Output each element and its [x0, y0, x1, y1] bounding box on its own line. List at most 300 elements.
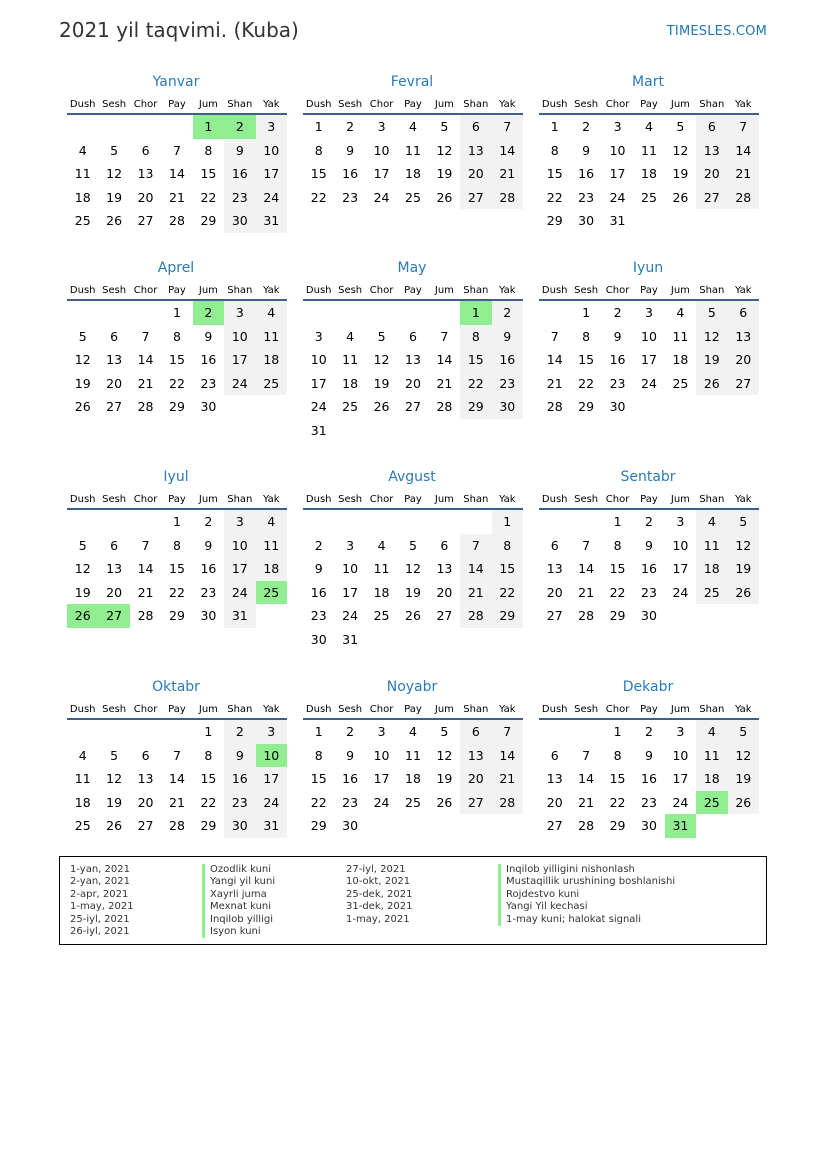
- empty-cell: [303, 300, 334, 325]
- month-title: Noyabr: [386, 679, 438, 695]
- day-cell: 29: [492, 604, 523, 628]
- empty-cell: [429, 628, 460, 652]
- day-cell: 2: [224, 114, 255, 139]
- weekday-header: Dush: [303, 491, 334, 509]
- day-cell: 13: [436, 561, 453, 577]
- day-cell: 24: [224, 581, 255, 605]
- weekday-header: Chor: [366, 282, 397, 300]
- day-cell: 25: [672, 375, 689, 391]
- legend-holiday-name: Ozodlik kuni: [202, 864, 275, 876]
- day-cell: 25: [256, 581, 287, 605]
- day-cell: 9: [204, 328, 213, 344]
- day-cell: 4: [377, 537, 386, 553]
- weekday-header: Sesh: [98, 701, 129, 719]
- empty-cell: [161, 114, 192, 139]
- day-cell: 3: [377, 724, 386, 740]
- day-cell: 28: [460, 604, 491, 628]
- day-cell: 5: [440, 724, 449, 740]
- day-cell: 26: [436, 794, 453, 810]
- legend-holiday-name: Mexnat kuni: [202, 901, 275, 913]
- day-cell: 14: [137, 352, 154, 368]
- day-cell: 27: [696, 186, 727, 210]
- day-cell: 10: [672, 537, 689, 553]
- day-cell: 4: [676, 305, 685, 321]
- day-cell: 19: [106, 794, 123, 810]
- day-cell: 6: [409, 328, 417, 344]
- day-cell: 13: [460, 139, 491, 163]
- day-cell: 20: [137, 189, 154, 205]
- day-cell: 11: [74, 166, 91, 182]
- day-cell: 3: [676, 724, 685, 740]
- day-cell: 24: [310, 399, 327, 415]
- day-cell: 9: [204, 537, 213, 553]
- weekday-header: Sesh: [334, 282, 365, 300]
- day-cell: 9: [492, 325, 523, 349]
- day-cell: 14: [578, 771, 595, 787]
- weekday-header: Chor: [602, 282, 633, 300]
- weekday-header: Shan: [696, 282, 727, 300]
- day-cell: 16: [578, 166, 595, 182]
- day-cell: 12: [672, 142, 689, 158]
- day-cell: 17: [609, 166, 626, 182]
- day-cell: 9: [224, 744, 255, 768]
- holiday-legend: [59, 856, 767, 945]
- month-title: Sentabr: [620, 469, 676, 485]
- page-title: 2021 yil taqvimi. (Kuba): [59, 18, 299, 42]
- weekday-header: Dush: [539, 701, 570, 719]
- day-cell: 6: [550, 537, 559, 553]
- day-cell: 4: [696, 719, 727, 744]
- day-cell: 28: [546, 399, 563, 415]
- weekday-header: Chor: [602, 96, 633, 114]
- day-cell: 28: [578, 608, 595, 624]
- day-cell: 4: [409, 724, 417, 740]
- day-cell: 22: [310, 189, 327, 205]
- day-cell: 9: [582, 142, 591, 158]
- day-cell: 5: [696, 300, 727, 325]
- day-cell: 12: [74, 561, 91, 577]
- day-cell: 17: [672, 771, 689, 787]
- weekday-header: Jum: [665, 282, 696, 300]
- weekday-header: Dush: [303, 282, 334, 300]
- day-cell: 13: [728, 325, 759, 349]
- day-cell: 13: [137, 166, 154, 182]
- day-cell: 12: [436, 747, 453, 763]
- day-cell: 17: [342, 584, 359, 600]
- day-cell: 1: [613, 724, 622, 740]
- weekday-header: Chor: [366, 491, 397, 509]
- month-table: [303, 701, 523, 838]
- day-cell: 5: [78, 328, 87, 344]
- day-cell: 20: [106, 584, 123, 600]
- day-cell: 31: [342, 631, 359, 647]
- day-cell: 6: [696, 114, 727, 139]
- weekday-header: Jum: [193, 491, 224, 509]
- day-cell: 1: [550, 119, 559, 135]
- weekday-header: Pay: [161, 96, 192, 114]
- day-cell: 7: [173, 747, 181, 763]
- weekday-header: Jum: [665, 96, 696, 114]
- month-aprel: [67, 260, 289, 419]
- legend-dates-col-1: [70, 864, 134, 938]
- day-cell: 5: [676, 119, 685, 135]
- day-cell: 20: [696, 162, 727, 186]
- empty-cell: [366, 419, 397, 443]
- day-cell: 17: [310, 375, 327, 391]
- weekday-header: Jum: [429, 701, 460, 719]
- day-cell: 25: [641, 189, 657, 205]
- day-cell: 22: [169, 584, 185, 600]
- day-cell: 13: [546, 561, 563, 577]
- day-cell: 4: [645, 119, 653, 135]
- day-cell: 30: [200, 608, 217, 624]
- day-cell: 15: [546, 166, 563, 182]
- empty-cell: [460, 628, 491, 652]
- month-may: [303, 260, 525, 442]
- day-cell: 29: [460, 395, 491, 419]
- day-cell: 8: [204, 747, 213, 763]
- day-cell: 21: [578, 794, 595, 810]
- day-cell: 22: [169, 375, 185, 391]
- weekday-header: Dush: [67, 282, 98, 300]
- weekday-header: Shan: [460, 701, 491, 719]
- day-cell: 30: [224, 814, 255, 838]
- day-cell: 5: [377, 328, 386, 344]
- day-cell: 27: [546, 818, 563, 834]
- day-cell: 29: [546, 213, 563, 229]
- day-cell: 27: [137, 213, 154, 229]
- day-cell: 14: [460, 557, 491, 581]
- empty-cell: [303, 509, 334, 534]
- day-cell: 24: [373, 794, 390, 810]
- day-cell: 21: [492, 162, 523, 186]
- day-cell: 6: [440, 537, 449, 553]
- day-cell: 31: [256, 209, 287, 233]
- weekday-header: Chor: [130, 282, 161, 300]
- day-cell: 2: [193, 300, 224, 325]
- day-cell: 14: [578, 561, 595, 577]
- legend-date: 1-yan, 2021: [70, 864, 130, 875]
- day-cell: 23: [492, 372, 523, 396]
- weekday-header: Dush: [303, 701, 334, 719]
- day-cell: 11: [256, 534, 287, 558]
- weekday-header: Sesh: [98, 491, 129, 509]
- day-cell: 6: [141, 747, 150, 763]
- empty-cell: [366, 628, 397, 652]
- day-cell: 15: [169, 561, 185, 577]
- day-cell: 22: [546, 189, 563, 205]
- day-cell: 6: [110, 328, 119, 344]
- month-title: Fevral: [390, 74, 434, 90]
- day-cell: 19: [106, 189, 123, 205]
- day-cell: 16: [342, 166, 359, 182]
- day-cell: 11: [373, 561, 390, 577]
- day-cell: 29: [578, 399, 595, 415]
- legend-holiday-name: Mustaqillik urushining boshlanishi: [498, 876, 675, 888]
- day-cell: 30: [200, 399, 217, 415]
- weekday-header: Shan: [460, 282, 491, 300]
- day-cell: 4: [78, 747, 87, 763]
- day-cell: 10: [224, 534, 255, 558]
- day-cell: 18: [373, 584, 390, 600]
- day-cell: 11: [256, 325, 287, 349]
- day-cell: 20: [405, 375, 421, 391]
- day-cell: 10: [641, 328, 657, 344]
- day-cell: 19: [436, 771, 453, 787]
- weekday-header: Pay: [397, 96, 428, 114]
- month-table: [67, 491, 287, 628]
- day-cell: 30: [641, 818, 657, 834]
- day-cell: 11: [74, 771, 91, 787]
- day-cell: 31: [256, 814, 287, 838]
- empty-cell: [696, 209, 727, 233]
- empty-cell: [696, 395, 727, 419]
- day-cell: 30: [578, 213, 595, 229]
- weekday-header: Sesh: [334, 96, 365, 114]
- day-cell: 19: [672, 166, 689, 182]
- day-cell: 14: [492, 139, 523, 163]
- day-cell: 12: [106, 166, 123, 182]
- day-cell: 15: [169, 352, 185, 368]
- weekday-header: Pay: [397, 701, 428, 719]
- day-cell: 16: [342, 771, 359, 787]
- day-cell: 12: [436, 142, 453, 158]
- day-cell: 23: [641, 794, 657, 810]
- day-cell: 21: [492, 767, 523, 791]
- empty-cell: [570, 509, 601, 534]
- day-cell: 20: [728, 348, 759, 372]
- empty-cell: [130, 300, 161, 325]
- empty-cell: [460, 509, 491, 534]
- day-cell: 7: [141, 328, 150, 344]
- day-cell: 19: [436, 166, 453, 182]
- day-cell: 5: [728, 509, 759, 534]
- day-cell: 1: [492, 509, 523, 534]
- day-cell: 30: [342, 818, 359, 834]
- day-cell: 28: [578, 818, 595, 834]
- day-cell: 27: [460, 186, 491, 210]
- day-cell: 7: [582, 537, 591, 553]
- day-cell: 3: [645, 305, 653, 321]
- weekday-header: Chor: [366, 96, 397, 114]
- weekday-header: Shan: [460, 491, 491, 509]
- day-cell: 15: [609, 561, 626, 577]
- weekday-header: Pay: [633, 96, 664, 114]
- legend-date: 2-apr, 2021: [70, 888, 129, 900]
- day-cell: 13: [137, 771, 154, 787]
- day-cell: 21: [137, 375, 154, 391]
- day-cell: 13: [696, 139, 727, 163]
- day-cell: 10: [224, 325, 255, 349]
- day-cell: 7: [492, 114, 523, 139]
- month-table: [539, 96, 759, 233]
- day-cell: 31: [310, 422, 327, 438]
- empty-cell: [334, 300, 365, 325]
- day-cell: 26: [106, 213, 123, 229]
- site-link[interactable]: TIMESLES.COM: [666, 24, 767, 39]
- day-cell: 31: [609, 213, 626, 229]
- empty-cell: [397, 814, 428, 838]
- legend-date: 1-may, 2021: [346, 913, 410, 925]
- day-cell: 24: [256, 186, 287, 210]
- day-cell: 24: [256, 791, 287, 815]
- day-cell: 3: [346, 537, 355, 553]
- day-cell: 31: [224, 604, 255, 628]
- weekday-header: Pay: [161, 282, 192, 300]
- empty-cell: [397, 628, 428, 652]
- day-cell: 9: [645, 747, 653, 763]
- weekday-header: Yak: [728, 282, 759, 300]
- month-table: [539, 491, 759, 628]
- day-cell: 17: [224, 348, 255, 372]
- weekday-header: Shan: [696, 701, 727, 719]
- legend-holiday-name: Isyon kuni: [202, 926, 275, 938]
- month-title: Iyun: [632, 260, 664, 276]
- month-title: Yanvar: [152, 74, 200, 90]
- day-cell: 30: [609, 399, 626, 415]
- day-cell: 17: [641, 352, 657, 368]
- weekday-header: Jum: [193, 282, 224, 300]
- day-cell: 2: [613, 305, 622, 321]
- day-cell: 30: [641, 608, 657, 624]
- day-cell: 4: [78, 142, 87, 158]
- day-cell: 12: [106, 771, 123, 787]
- weekday-header: Sesh: [98, 96, 129, 114]
- month-title: Oktabr: [152, 679, 200, 695]
- day-cell: 7: [582, 747, 591, 763]
- weekday-header: Dush: [539, 96, 570, 114]
- day-cell: 26: [728, 791, 759, 815]
- day-cell: 27: [106, 399, 123, 415]
- day-cell: 23: [641, 584, 657, 600]
- day-cell: 20: [460, 767, 491, 791]
- legend-date: 1-may, 2021: [70, 901, 134, 913]
- day-cell: 1: [193, 114, 224, 139]
- day-cell: 30: [310, 631, 327, 647]
- weekday-header: Shan: [696, 96, 727, 114]
- day-cell: 12: [696, 325, 727, 349]
- day-cell: 11: [405, 142, 421, 158]
- empty-cell: [429, 814, 460, 838]
- month-title: Mart: [632, 74, 664, 90]
- day-cell: 20: [436, 584, 453, 600]
- day-cell: 21: [169, 794, 185, 810]
- day-cell: 1: [460, 300, 491, 325]
- day-cell: 21: [460, 581, 491, 605]
- day-cell: 15: [200, 771, 217, 787]
- day-cell: 2: [492, 300, 523, 325]
- day-cell: 27: [405, 399, 421, 415]
- day-cell: 19: [728, 557, 759, 581]
- empty-cell: [696, 604, 727, 628]
- day-cell: 6: [460, 719, 491, 744]
- weekday-header: Yak: [256, 96, 287, 114]
- day-cell: 26: [436, 189, 453, 205]
- day-cell: 23: [200, 375, 217, 391]
- day-cell: 11: [696, 534, 727, 558]
- day-cell: 22: [578, 375, 595, 391]
- day-cell: 7: [728, 114, 759, 139]
- day-cell: 23: [224, 791, 255, 815]
- day-cell: 26: [373, 399, 390, 415]
- day-cell: 2: [346, 724, 355, 740]
- day-cell: 30: [224, 209, 255, 233]
- day-cell: 6: [141, 142, 150, 158]
- day-cell: 6: [550, 747, 559, 763]
- day-cell: 27: [436, 608, 453, 624]
- legend-date: 2-yan, 2021: [70, 876, 130, 888]
- empty-cell: [429, 300, 460, 325]
- day-cell: 3: [314, 328, 323, 344]
- day-cell: 30: [492, 395, 523, 419]
- day-cell: 9: [346, 142, 355, 158]
- day-cell: 21: [546, 375, 563, 391]
- day-cell: 16: [224, 162, 255, 186]
- weekday-header: Yak: [492, 282, 523, 300]
- day-cell: 11: [405, 747, 421, 763]
- day-cell: 4: [256, 300, 287, 325]
- day-cell: 18: [342, 375, 359, 391]
- day-cell: 4: [256, 509, 287, 534]
- legend-date: 27-iyl, 2021: [346, 864, 406, 875]
- empty-cell: [696, 814, 727, 838]
- legend-names-col-2: [498, 864, 675, 926]
- day-cell: 16: [641, 771, 657, 787]
- weekday-header: Pay: [633, 282, 664, 300]
- day-cell: 15: [310, 771, 327, 787]
- month-iyun: [539, 260, 761, 419]
- day-cell: 11: [672, 328, 689, 344]
- month-avgust: [303, 469, 525, 651]
- day-cell: 18: [256, 557, 287, 581]
- day-cell: 2: [204, 514, 213, 530]
- day-cell: 5: [409, 537, 417, 553]
- day-cell: 16: [641, 561, 657, 577]
- empty-cell: [539, 719, 570, 744]
- day-cell: 9: [224, 139, 255, 163]
- day-cell: 16: [492, 348, 523, 372]
- legend-names-col-1: [202, 864, 275, 938]
- day-cell: 29: [609, 818, 626, 834]
- empty-cell: [728, 209, 759, 233]
- day-cell: 28: [492, 791, 523, 815]
- legend-holiday-name: Xayrli juma: [202, 889, 275, 901]
- day-cell: 9: [613, 328, 622, 344]
- day-cell: 19: [728, 767, 759, 791]
- day-cell: 13: [106, 561, 123, 577]
- day-cell: 14: [436, 352, 453, 368]
- day-cell: 24: [609, 189, 626, 205]
- day-cell: 26: [405, 608, 421, 624]
- weekday-header: Pay: [161, 701, 192, 719]
- weekday-header: Sesh: [334, 701, 365, 719]
- day-cell: 28: [492, 186, 523, 210]
- day-cell: 16: [200, 561, 217, 577]
- weekday-header: Chor: [130, 491, 161, 509]
- day-cell: 10: [256, 744, 287, 768]
- empty-cell: [256, 395, 287, 419]
- day-cell: 22: [310, 794, 327, 810]
- day-cell: 25: [256, 372, 287, 396]
- day-cell: 7: [460, 534, 491, 558]
- weekday-header: Sesh: [570, 701, 601, 719]
- day-cell: 24: [373, 189, 390, 205]
- day-cell: 12: [405, 561, 421, 577]
- day-cell: 22: [200, 189, 217, 205]
- day-cell: 16: [224, 767, 255, 791]
- day-cell: 17: [672, 561, 689, 577]
- empty-cell: [67, 300, 98, 325]
